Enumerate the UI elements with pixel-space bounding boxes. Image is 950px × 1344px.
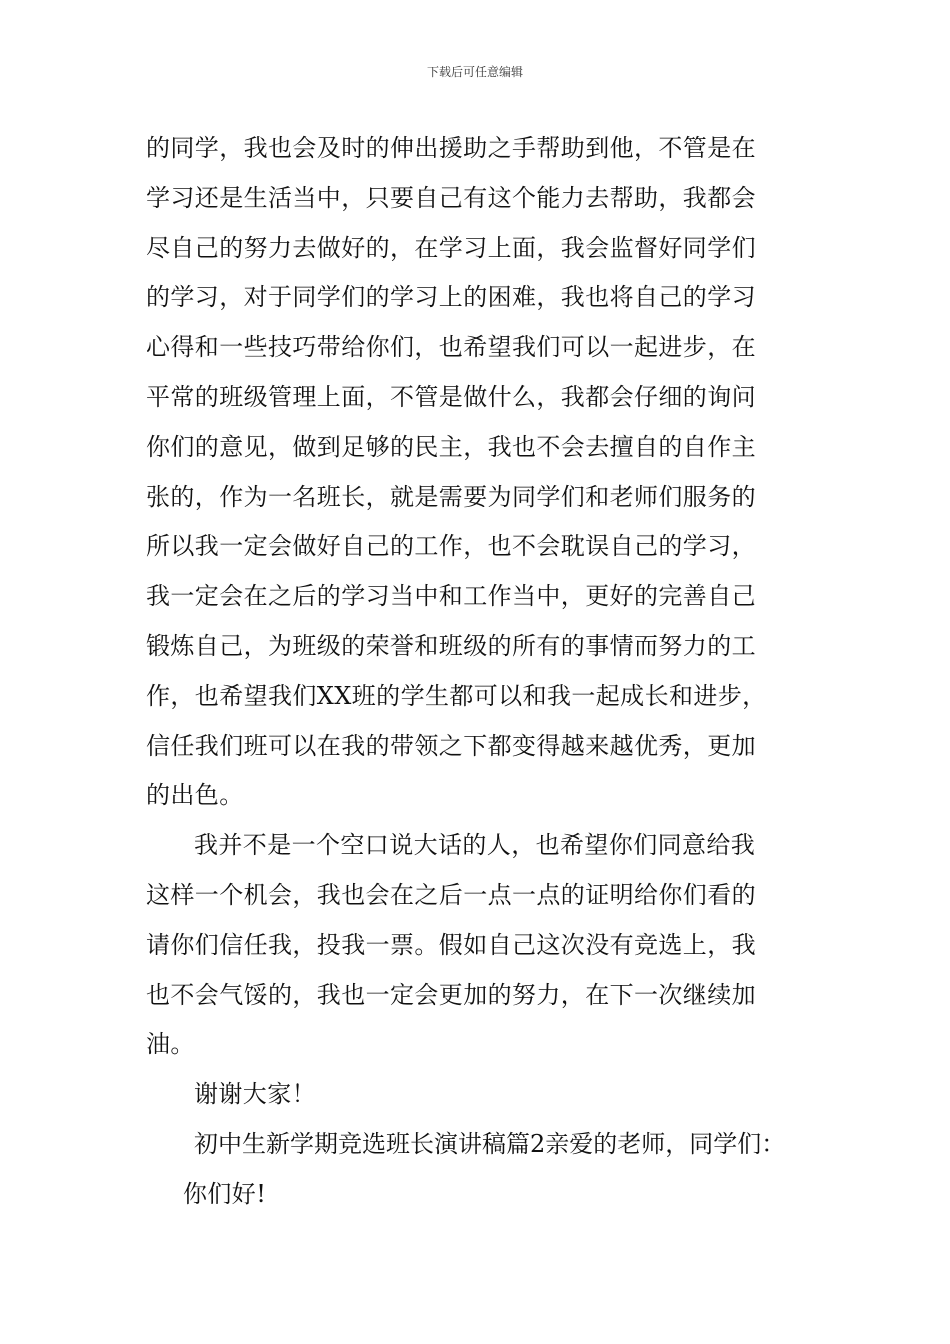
text-line: 的出色。 xyxy=(146,781,244,810)
text-line: 油。 xyxy=(146,1030,195,1059)
text-line: 你们好! xyxy=(183,1179,267,1208)
text-line: 的学习，对于同学们的学习上的困难，我也将自己的学习 xyxy=(146,283,756,312)
text-line: 这样一个机会，我也会在之后一点一点的证明给你们看的 xyxy=(146,880,756,909)
text-line: 我一定会在之后的学习当中和工作当中，更好的完善自己 xyxy=(146,582,756,611)
text-line: 张的，作为一名班长，就是需要为同学们和老师们服务的 xyxy=(146,482,756,511)
paragraph-1 xyxy=(146,124,816,821)
text-line: 请你们信任我，投我一票。假如自己这次没有竞选上，我 xyxy=(146,930,756,959)
text-line: 也不会气馁的，我也一定会更加的努力，在下一次继续加 xyxy=(146,980,756,1009)
page-header: 下载后可任意编辑 xyxy=(426,65,523,79)
text-line: 信任我们班可以在我的带领之下都变得越来越优秀，更加 xyxy=(146,731,756,760)
paragraph-5 xyxy=(146,1170,816,1220)
text-line: 尽自己的努力去做好的，在学习上面，我会监督好同学们 xyxy=(146,233,756,262)
paragraph-3 xyxy=(146,1070,816,1120)
text-line: 锻炼自己，为班级的荣誉和班级的所有的事情而努力的工 xyxy=(146,631,756,660)
text-line: 的同学，我也会及时的伸出援助之手帮助到他，不管是在 xyxy=(146,134,756,162)
text-line: 所以我一定会做好自己的工作，也不会耽误自己的学习， xyxy=(146,532,756,561)
text-line: 学习还是生活当中，只要自己有这个能力去帮助，我都会 xyxy=(146,183,756,212)
text-line: 作，也希望我们XX班的学生都可以和我一起成长和进步， xyxy=(146,681,767,710)
paragraph-4 xyxy=(146,1120,816,1170)
text-line: 你们的意见，做到足够的民主，我也不会去擅自的自作主 xyxy=(146,432,756,461)
text-line: 心得和一些技巧带给你们，也希望我们可以一起进步，在 xyxy=(146,333,756,362)
text-line: 我并不是一个空口说大话的人，也希望你们同意给我 xyxy=(194,831,756,860)
document-body xyxy=(146,124,816,1220)
paragraph-2 xyxy=(146,821,816,1070)
text-line: 平常的班级管理上面，不管是做什么，我都会仔细的询问 xyxy=(146,382,756,411)
text-line: 初中生新学期竞选班长演讲稿篇2亲爱的老师，同学们： xyxy=(194,1129,786,1158)
text-line: 谢谢大家！ xyxy=(194,1080,316,1109)
